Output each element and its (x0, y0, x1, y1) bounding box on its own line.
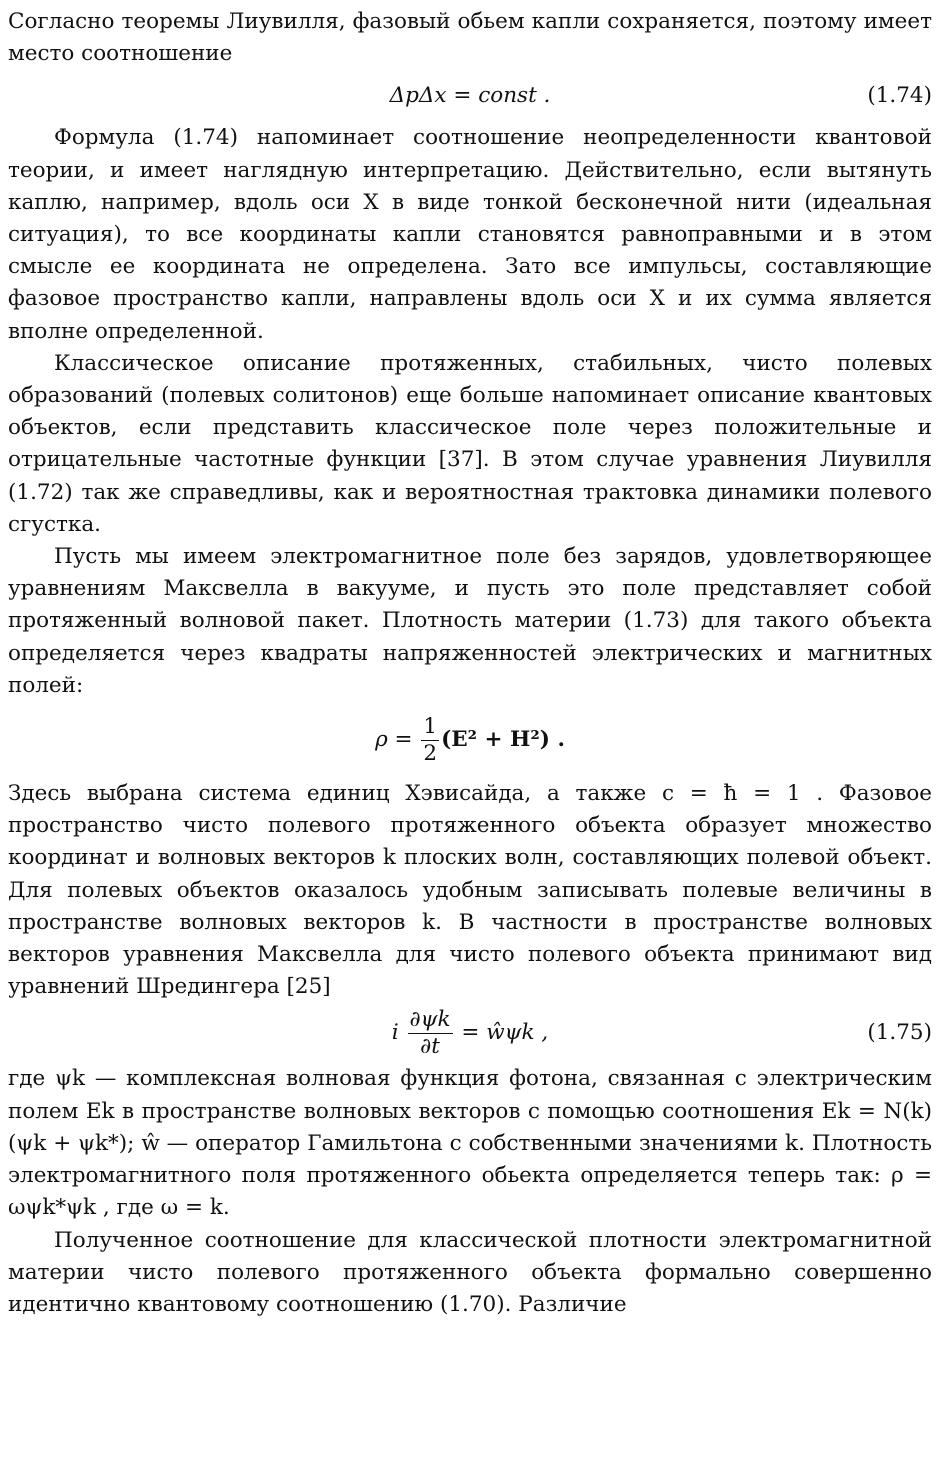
equation-rho (8, 702, 932, 778)
paragraph-2: Формула (1.74) напоминает соотношение неопределенности квантовой теории, и имеет наглядную интерпретацию. Действительно, если вытянуть каплю, например, вдоль оси X в виде тонкой бесконечной нити (идеальная ситуация), то все координаты капли становятся равноправными и в этом смысле ее координата не определена. Зато все импульсы, составляющие фазовое пространство капли, направлены вдоль оси X и их сумма является вполне определенной. (8, 125, 932, 344)
paragraph-1: Согласно теоремы Лиувилля, фазовый обьем капли сохраняется, поэтому имеет место соотношение (8, 9, 932, 67)
equation-1-75-fraction (408, 1007, 453, 1060)
equation-1-75-rhs: = ŵψk , (461, 1020, 549, 1046)
equation-rho-numerator: 1 (423, 713, 438, 739)
equation-rho-rhs: (E² + H²) . (441, 727, 565, 753)
equation-1-75-numerator: ∂ψk (409, 1006, 451, 1032)
equation-1-75-denominator: ∂t (420, 1033, 440, 1059)
paragraph-7: Полученное соотношение для классической плотности электромагнитной материи чисто полевого протяженного объекта формально совершенно идентично квантовому соотношению (1.70). Различие (8, 1227, 932, 1317)
equation-rho-lhs: ρ = (375, 727, 413, 753)
equation-1-74 (8, 70, 932, 122)
paragraph-3: Классическое описание протяженных, стабильных, чисто полевых образований (полевых солитонов) еще больше напоминает описание квантовых объектов, если представить классическое поле через положительные и отрицательные частотные функции [37]. В этом случае уравнения Лиувилля (1.72) так же справедливы, как и вероятностная трактовка динамики полевого сгустка. (8, 350, 932, 537)
equation-1-74-number: (1.74) (867, 83, 932, 109)
equation-1-74-expr: ΔpΔx = const . (389, 83, 551, 109)
equation-rho-denominator: 2 (423, 740, 438, 766)
equation-rho-fraction (421, 714, 439, 767)
equation-1-75-lhs: i (391, 1020, 399, 1046)
equation-1-75-number: (1.75) (867, 1020, 932, 1046)
paragraph-5: Здесь выбрана система единиц Хэвисайда, а также c = ħ = 1 . Фазовое пространство чисто полевого протяженного объекта образует множество координат и волновых векторов k плоских волн, составляющих полевой объект. Для полевых объектов оказалось удобным записывать полевые величины в пространстве волновых векторов k. В частности в пространстве волновых векторов уравнения Максвелла для чисто полевого объекта принимают вид уравнений Шредингера [25] (8, 781, 932, 1000)
paragraph-4: Пусть мы имеем электромагнитное поле без зарядов, удовлетворяющее уравнениям Максвелла в вакууме, и пусть это поле представляет собой протяженный волновой пакет. Плотность материи (1.73) для такого объекта определяется через квадраты напряженностей электрических и магнитных полей: (8, 544, 932, 698)
paragraph-6: где ψk — комплексная волновая функция фотона, связанная с электрическим полем Ek в пространстве волновых векторов с помощью соотношения Ek = N(k)(ψk + ψk*); ŵ — оператор Гамильтона с собственными значениями k. Плотность электромагнитного поля протяженного обьекта определяется теперь так: ρ = ωψk*ψk , где ω = k. (8, 1066, 932, 1221)
equation-1-75 (8, 1003, 932, 1063)
